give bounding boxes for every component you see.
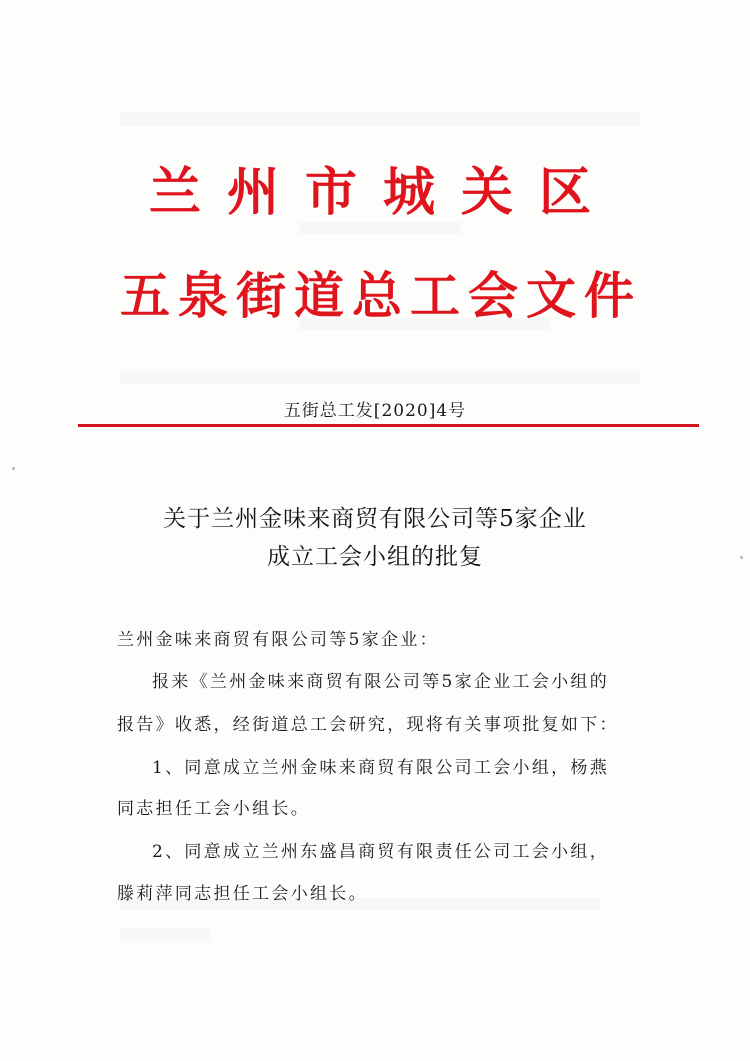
paragraph-1-line1: 报来《兰州金味来商贸有限公司等5家企业工会小组的	[152, 672, 610, 692]
document-title-line2: 成立工会小组的批复	[267, 544, 483, 570]
item-1-line1: 1、同意成立兰州金味来商贸有限公司工会小组，杨燕	[152, 758, 610, 778]
item-2-line2: 滕莉萍同志担任工会小组长。	[117, 884, 368, 904]
document-title-line1: 关于兰州金味来商贸有限公司等5家企业	[163, 506, 587, 532]
bleed-through-mark	[120, 928, 210, 940]
document-number: 五街总工发[2020]4号	[283, 401, 467, 421]
scan-speck	[12, 467, 15, 470]
red-separator-rule	[78, 424, 699, 427]
bleed-through-mark	[120, 372, 640, 384]
issuer-header-line2: 五泉街道总工会文件	[120, 267, 642, 325]
paragraph-1-line2: 报告》收悉，经街道总工会研究，现将有关事项批复如下：	[117, 715, 619, 735]
item-2-line1: 2、同意成立兰州东盛昌商贸有限责任公司工会小组，	[152, 842, 610, 862]
item-1-line2: 同志担任工会小组长。	[117, 799, 310, 819]
issuer-header-line1: 兰州市城关区	[148, 163, 617, 223]
addressee: 兰州金味来商贸有限公司等5家企业：	[117, 630, 439, 650]
bleed-through-mark	[120, 112, 640, 126]
